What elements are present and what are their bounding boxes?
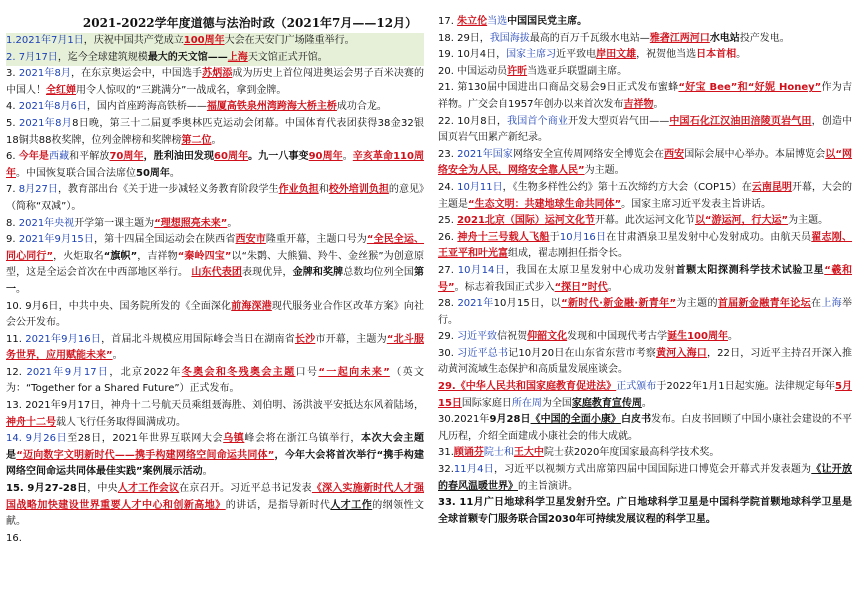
news-text-segment: 福厦高铁泉州湾跨海大桥主桥 [206,101,337,113]
news-text-segment: 为主题。 [788,215,829,227]
news-text-segment: 为全国 [541,397,572,409]
news-text-segment: 2. 7月17日 [6,51,58,63]
news-text-segment: 21. 第130届中国进出口商品交易会9日正式发布蜜蜂 [438,82,679,94]
news-text-segment: 至28日，2021年世界互联网大会 [67,433,224,445]
news-text-segment: 黄河入海口 [656,347,707,359]
news-text-segment: 9. [6,234,19,246]
news-text-segment: 2021年国家 [457,148,513,160]
news-text-segment: 10. 9月6日，中共中央、国务院所发的《全面深化 [6,300,232,312]
news-text-segment: “生态文明：共建地球生命共同体” [468,198,622,210]
news-text-segment: 9月28日 [489,414,531,426]
news-text-segment: 29.《中华人民共和国家庭教育促进法》 [438,381,617,393]
news-text-segment: 山东代表团 [191,267,243,279]
news-text-segment: 和平解放 [69,151,110,163]
news-text-segment: ，《生物多样性公约》第十五次缔约方大会（COP15）在 [502,181,752,193]
news-text-segment: 10月15日，以 [493,298,562,310]
news-text-segment: ，今年大会将首次举行“携手构建网络空间命运共同体最佳实践”案例展示活动 [6,449,424,478]
news-text-segment: “好宝 Bee”和“好妮 Honey” [678,82,822,94]
news-text-segment: ，我国在太原卫星发射中心成功发射 [505,264,676,276]
news-text-segment: 正式颁布 [616,381,657,393]
news-text-segment: “理想照亮未来” [154,217,228,229]
right-news-item [438,263,852,296]
news-text-segment: 雅砻江两河口 [649,32,710,44]
news-text-segment: 全红婵 [46,84,76,96]
news-text-segment: 水电站 [709,32,740,44]
news-text-segment: 总数均位列全国 [343,267,415,279]
news-text-segment: 。 [342,151,353,163]
news-text-segment: “全民全运、同心同行” [6,234,425,262]
news-text-segment: 发现和中国现代考古学 [567,331,668,343]
news-text-segment: ，国内首座跨海高铁桥—— [86,101,207,113]
news-text-segment: 岸田文雄 [596,49,637,61]
news-text-segment: 开幕，大会的主题是 [438,181,853,210]
news-text-segment: 习近平总书 [457,347,509,359]
news-text-segment: 15. 9月27-28日 [6,483,88,495]
news-text-segment: 当选亚乒联盟副主席。 [527,65,628,77]
right-news-item [438,114,852,147]
news-text-segment: 。 [211,134,222,146]
news-text-segment: 白皮书 [620,414,652,426]
news-text-segment: 8月27日 [18,184,58,196]
news-text-segment: 2021年9月15日 [18,234,95,246]
news-text-segment: 第二位 [181,134,212,146]
news-text-segment: 中国国民党主席。 [507,16,588,27]
news-text-segment: （英文为：“Together for a Shared Future”）正式发布。 [6,366,425,395]
news-text-segment: 人才工作 [330,499,373,511]
news-text-segment: 中国石化江汉油田涪陵页岩气田 [669,115,812,127]
news-text-segment: 的讲话，是指导新时代 [225,499,331,511]
news-text-segment: 《中国的全面小康》 [530,414,621,426]
news-text-segment: ，祝贺他当选 [636,49,697,61]
news-text-segment: 10月14日 [457,264,506,276]
right-news-item [438,412,852,445]
news-text-segment: 口号 [295,366,319,378]
left-news-item [6,182,424,215]
news-text-segment: ，创造中国页岩气田累产新纪录。 [438,115,853,144]
news-text-segment: 5. [6,117,20,129]
page-title: 2021-2022学年度道德与法治时政（2021年7月——12月） [82,16,418,30]
news-text-segment: 26. [438,231,458,243]
news-text-segment: 神舟十三号载人飞船 [457,231,550,243]
news-text-segment: 成功合龙。 [336,101,387,113]
news-text-segment: 。 [202,466,213,478]
news-text-segment: 信祝贺 [497,331,528,343]
news-text-segment: 于2022年1月1日起实施。法律规定每年 [656,381,836,393]
right-news-item [438,329,852,346]
right-news-item [438,346,852,379]
news-text-segment: 今年是 [18,151,50,163]
news-text-segment: 4. [6,101,19,113]
news-text-segment: 3. [6,68,19,80]
news-text-segment: 27. [438,264,458,276]
news-text-segment: 隆重开幕，主题口号为 [265,234,367,246]
news-text-segment: 表现优异， [242,267,293,279]
news-text-segment: 国际会展中心举办。本届博览会 [684,148,826,160]
news-text-segment: 吉祥物 [623,98,654,110]
left-news-item [6,116,424,149]
news-text-segment: 人才工作会议 [117,483,180,495]
news-text-segment: 2021年9月16日 [25,333,102,345]
news-text-segment: ，胜利油田发现 [143,151,215,163]
news-text-segment: 习近平致 [457,331,498,343]
news-text-segment: 发布。白皮书回顾了中国小康社会建设的不平凡历程，介绍全面建成小康社会的伟大成就。 [438,414,853,442]
right-news-item [438,445,852,462]
news-text-segment: 大会在天安门广场隆重举行。 [224,35,355,46]
news-text-segment: 以“游运河，行大运” [694,215,789,227]
news-text-segment: ，北京2022年 [109,366,182,378]
news-text-segment: 上海 [227,51,248,63]
news-text-segment: 日本首相 [696,49,737,61]
news-text-segment: 峰会将在浙江乌镇举行， [244,433,362,445]
news-text-segment: 。标志着我国正式步入 [454,281,555,293]
left-news-item [6,216,424,233]
news-text-segment: 上海 [821,298,843,310]
news-text-segment: 。 [607,281,618,293]
news-text-segment: ，习近平以视频方式出席第四届中国国际进口博览会开幕式并发表题为 [493,464,812,476]
news-text-segment: 金牌和奖牌 [292,267,344,279]
news-text-segment: 17. [438,16,458,27]
news-text-segment: 朱立伦 [457,16,488,27]
news-text-segment: 举行。 [438,298,853,326]
news-text-segment: 近平致电 [556,49,597,61]
right-news-item [438,31,852,48]
news-text-segment: 仰韶文化 [527,331,568,343]
news-text-segment: 11月4日 [453,464,494,476]
news-text-segment: 首颗太阳探测科学技术试验卫星 [675,264,825,276]
news-text-segment: 29. [438,331,458,343]
left-news-item [6,299,424,332]
news-text-segment: 16. [6,532,22,544]
left-news-item [6,398,424,431]
news-text-segment: 在京召开。习近平总书记发表 [179,483,312,495]
news-text-segment: 我国首个商业 [507,115,569,127]
news-text-segment: 翟志刚、王亚平和叶光富 [438,231,853,260]
news-text-segment: “北斗服务世界，应用赋能未来” [6,333,424,362]
news-text-segment: 5月15日 [438,381,853,409]
news-text-segment: ，首届北斗规模应用国际峰会当日在湖南省 [101,333,295,345]
news-text-segment: ，火炬取名 [53,250,104,262]
news-text-segment: 7. [6,184,19,196]
news-text-segment: 《让开放的春风温暖世界》 [438,464,853,492]
news-text-segment: 31. [438,447,454,459]
right-news-item [438,230,852,263]
news-text-segment: 10月16日 [559,231,607,243]
news-text-segment: 2021年8月6日 [18,101,87,113]
news-text-segment: 22. 10月8日， [438,115,508,127]
left-news-item [6,332,424,365]
news-text-segment: 30. [438,347,458,359]
news-text-segment: 许昕 [507,65,528,77]
news-text-segment: 在 [810,298,822,310]
news-text-segment: 2021年7月1日 [15,35,84,46]
news-text-segment: 组成，翟志刚担任指令长。 [508,248,628,260]
news-text-segment: 国际家庭日 [461,397,512,409]
news-text-segment: 最大的天文馆—— [147,51,228,63]
left-news-item [6,481,424,531]
news-text-segment: 。 [16,283,26,295]
news-text-segment: 2021年9月17日 [26,366,110,378]
left-item-list [6,33,424,547]
news-text-segment: 广日地球科学卫星是中国科学院首颗地球科学卫星是全球首颗专门服务联合国2030年可持续发展议程的科学卫星。 [438,497,852,525]
news-text-segment: 28. [438,298,458,310]
news-text-segment: 云南昆明 [751,181,792,193]
news-text-segment: 2021年央视 [18,217,75,229]
news-text-segment: ，教育部出台《关于进一步减轻义务教育阶段学生 [57,184,279,196]
news-text-segment: 13. 2021年9月17日，神舟十二号航天员乘组聂海胜、刘伯明、汤洪波平安抵达东风着陆场， [6,400,424,412]
news-text-segment: 辛亥革命110周年 [6,151,425,179]
news-text-segment: “旗帜” [103,250,138,262]
news-text-segment: ，在东京奥运会中，中国选手 [70,68,203,80]
news-text-segment: 开学第一课主题为 [74,217,155,229]
news-text-segment: 作为吉祥物。广交会自1957年创办以来首次发布 [438,82,853,110]
news-text-segment: 8. [6,217,19,229]
news-text-segment: 成为历史上首位闯进奥运会男子百米决赛的中国人！ [6,68,424,96]
left-news-item [6,531,424,548]
news-text-segment: 2021年8月 [18,68,71,80]
right-news-item [438,47,852,64]
news-text-segment: 。 [736,49,747,61]
news-text-segment: 70周年 [109,151,144,163]
news-text-segment: 王大中 [513,447,544,459]
news-text-segment: 的意见》（简称“双减”）。 [6,184,425,212]
right-news-item [438,462,852,495]
news-text-segment: 现代服务业合作区改革方案》向社会公开发布。 [6,300,425,329]
left-column [6,0,424,547]
news-text-segment: 冬奥会和冬残奥会主题 [181,366,296,378]
news-text-segment: 家庭教育宣传周 [571,397,642,409]
right-news-item [438,64,852,81]
news-text-segment: 。 [227,217,238,229]
news-text-segment: 天文馆正式开馆。 [247,51,328,63]
left-news-item [6,365,424,398]
news-text-segment: 。 [169,167,180,179]
news-text-segment: 为主题。 [584,165,625,177]
news-text-segment: “探日”时代 [554,281,608,293]
news-text-segment: 所在周 [511,397,542,409]
news-text-segment: 市开幕，主题为 [315,333,387,345]
news-text-segment: 院士和 [483,447,514,459]
news-text-segment: 90周年 [308,151,343,163]
news-text-segment: 6. [6,151,19,163]
news-text-segment: 前海深港 [231,300,272,312]
news-text-segment: 。国家主席习近平发表主旨讲话。 [621,198,772,210]
news-text-segment: 。中国恢复联合国合法席位 [16,167,136,179]
news-text-segment: 20. 中国运动员 [438,65,508,77]
news-text-segment: 在甘肃酒泉卫星发射中心发射成功。由航天员 [606,231,812,243]
right-news-item [438,296,852,329]
right-news-item [438,379,852,412]
news-text-segment: 2021年8月 [19,117,73,129]
news-text-segment: ，22日，习近平主持召开深入推动黄河流域生态保护和高质量发展座谈会。 [438,347,853,376]
news-text-segment: ，中央 [87,483,118,495]
news-text-segment: 顾诵芬 [453,447,484,459]
news-text-segment: 神舟十二号 [6,416,56,428]
news-text-segment: 24. [438,181,458,193]
news-text-segment: 《深入实施新时代人才强国战略加快建设世界重要人才中心和创新高地》 [6,483,425,511]
news-text-segment: 50周年 [136,167,170,179]
news-text-segment: 西安市 [235,234,266,246]
news-text-segment: 当选 [487,16,508,27]
news-text-segment: 18. 29日， [438,32,490,44]
news-text-segment: 诞生100周年 [667,331,728,343]
left-news-item [6,149,424,182]
news-text-segment: “新时代·新金融·新青年” [561,298,677,310]
news-text-segment: ，第十四届全国运动会在陕西省 [94,234,236,246]
news-text-segment: 记10月20日在山东省东营市考察 [508,347,657,359]
news-text-segment: 以“朱鹮、大熊猫、羚牛、金丝猴”为创意原型，这是全运会首次在中西部地区举行。 [6,250,425,279]
news-text-segment: 12. [6,366,27,378]
news-text-segment: 用令人惊叹的“三跳满分”一战成名，拿到金牌。 [76,84,287,96]
news-text-segment: 国家主席习 [506,49,557,61]
news-text-segment: 33. 11月广日地球科学卫星发射升空。 [438,497,617,509]
news-text-segment: 以“网络安全为人民，网络安全靠人民” [438,148,853,177]
right-item-list [438,14,852,528]
news-text-segment: 校外培训负担 [328,184,389,196]
news-text-segment: 院士获2020年度国家最高科学技术奖。 [543,447,720,459]
news-text-segment: 和 [318,184,329,196]
news-text-segment: 100周年 [183,35,225,46]
news-text-segment: 1. [6,35,16,46]
news-text-segment: 14. 9月26日 [6,433,68,445]
news-text-segment: 8日晚，第三十二届夏季奥林匹克运动会闭幕。中国体育代表团获得38金32银18铜共88枚奖牌，位列金牌榜和奖牌榜 [6,117,424,146]
news-text-segment: 长沙 [294,333,316,345]
news-text-segment: 2021北京（国际）运河文化节 [457,215,595,227]
news-text-segment: “秦岭四宝” [177,250,232,262]
news-text-segment: 本次大会主题是 [6,433,425,461]
news-text-segment: 11. [6,333,26,345]
news-text-segment: 。 [653,98,664,110]
news-text-segment: “迈向数字文明新时代——携手构建网络空间命运共同体” [16,449,275,461]
news-text-segment: 作业负担 [278,184,319,196]
news-text-segment: 2021年 [457,298,494,310]
news-text-segment: 的主旨演讲。 [518,480,578,492]
news-text-segment: 首届新金融青年论坛 [717,298,811,310]
news-text-segment: 我国海拔 [489,32,530,44]
news-text-segment: 的纲领性文献。 [6,499,425,528]
news-text-segment: ，吉祥物 [137,250,178,262]
news-text-segment: 23. [438,148,458,160]
left-news-item [6,66,424,99]
right-news-item [438,213,852,230]
news-text-segment: 60周年 [214,151,249,163]
news-text-segment: 。 [727,331,738,343]
news-text-segment: 于 [549,231,560,243]
left-news-item [6,431,424,481]
right-news-item [438,80,852,113]
news-text-segment: 25. [438,215,458,227]
news-text-segment: 。 [112,350,123,362]
left-news-item [6,33,424,50]
right-column [438,0,852,528]
right-news-item [438,495,852,528]
right-news-item [438,14,852,31]
news-text-segment: ，庆祝中国共产党成立 [83,35,184,46]
news-text-segment: ，迄今全球建筑规模 [57,51,148,63]
news-text-segment: 10月11日 [457,181,503,193]
news-text-segment: “羲和号” [438,264,853,293]
right-news-item [438,147,852,180]
news-text-segment: 第一 [6,267,425,295]
news-text-segment: 乌镇 [223,433,245,445]
news-text-segment: 开发大型页岩气田—— [568,115,670,127]
news-text-segment: 西藏 [49,151,70,163]
right-news-item [438,180,852,213]
news-text-segment: 开幕。此次运河文化节 [594,215,695,227]
news-text-segment: 。 [641,397,652,409]
news-text-segment: 最高的百万千瓦级水电站— [529,32,650,44]
news-text-segment: 为主题的 [676,298,718,310]
news-text-segment: 。九一八事变 [248,151,309,163]
left-news-item [6,232,424,298]
left-news-item [6,99,424,116]
left-news-item [6,50,424,67]
news-text-segment: 苏炳添 [202,68,233,80]
news-text-segment: “一起向未来” [318,366,390,378]
news-text-segment: 32. [438,464,454,476]
news-text-segment: 载人飞行任务取得圆满成功。 [56,416,186,428]
news-text-segment: 30.2021年 [438,414,490,426]
news-text-segment: 投产发电。 [739,32,790,44]
news-text-segment: 西安 [664,148,685,160]
news-text-segment: 19. 10月4日， [438,49,507,61]
news-text-segment: 网络安全宣传周网络安全博览会在 [512,148,665,160]
